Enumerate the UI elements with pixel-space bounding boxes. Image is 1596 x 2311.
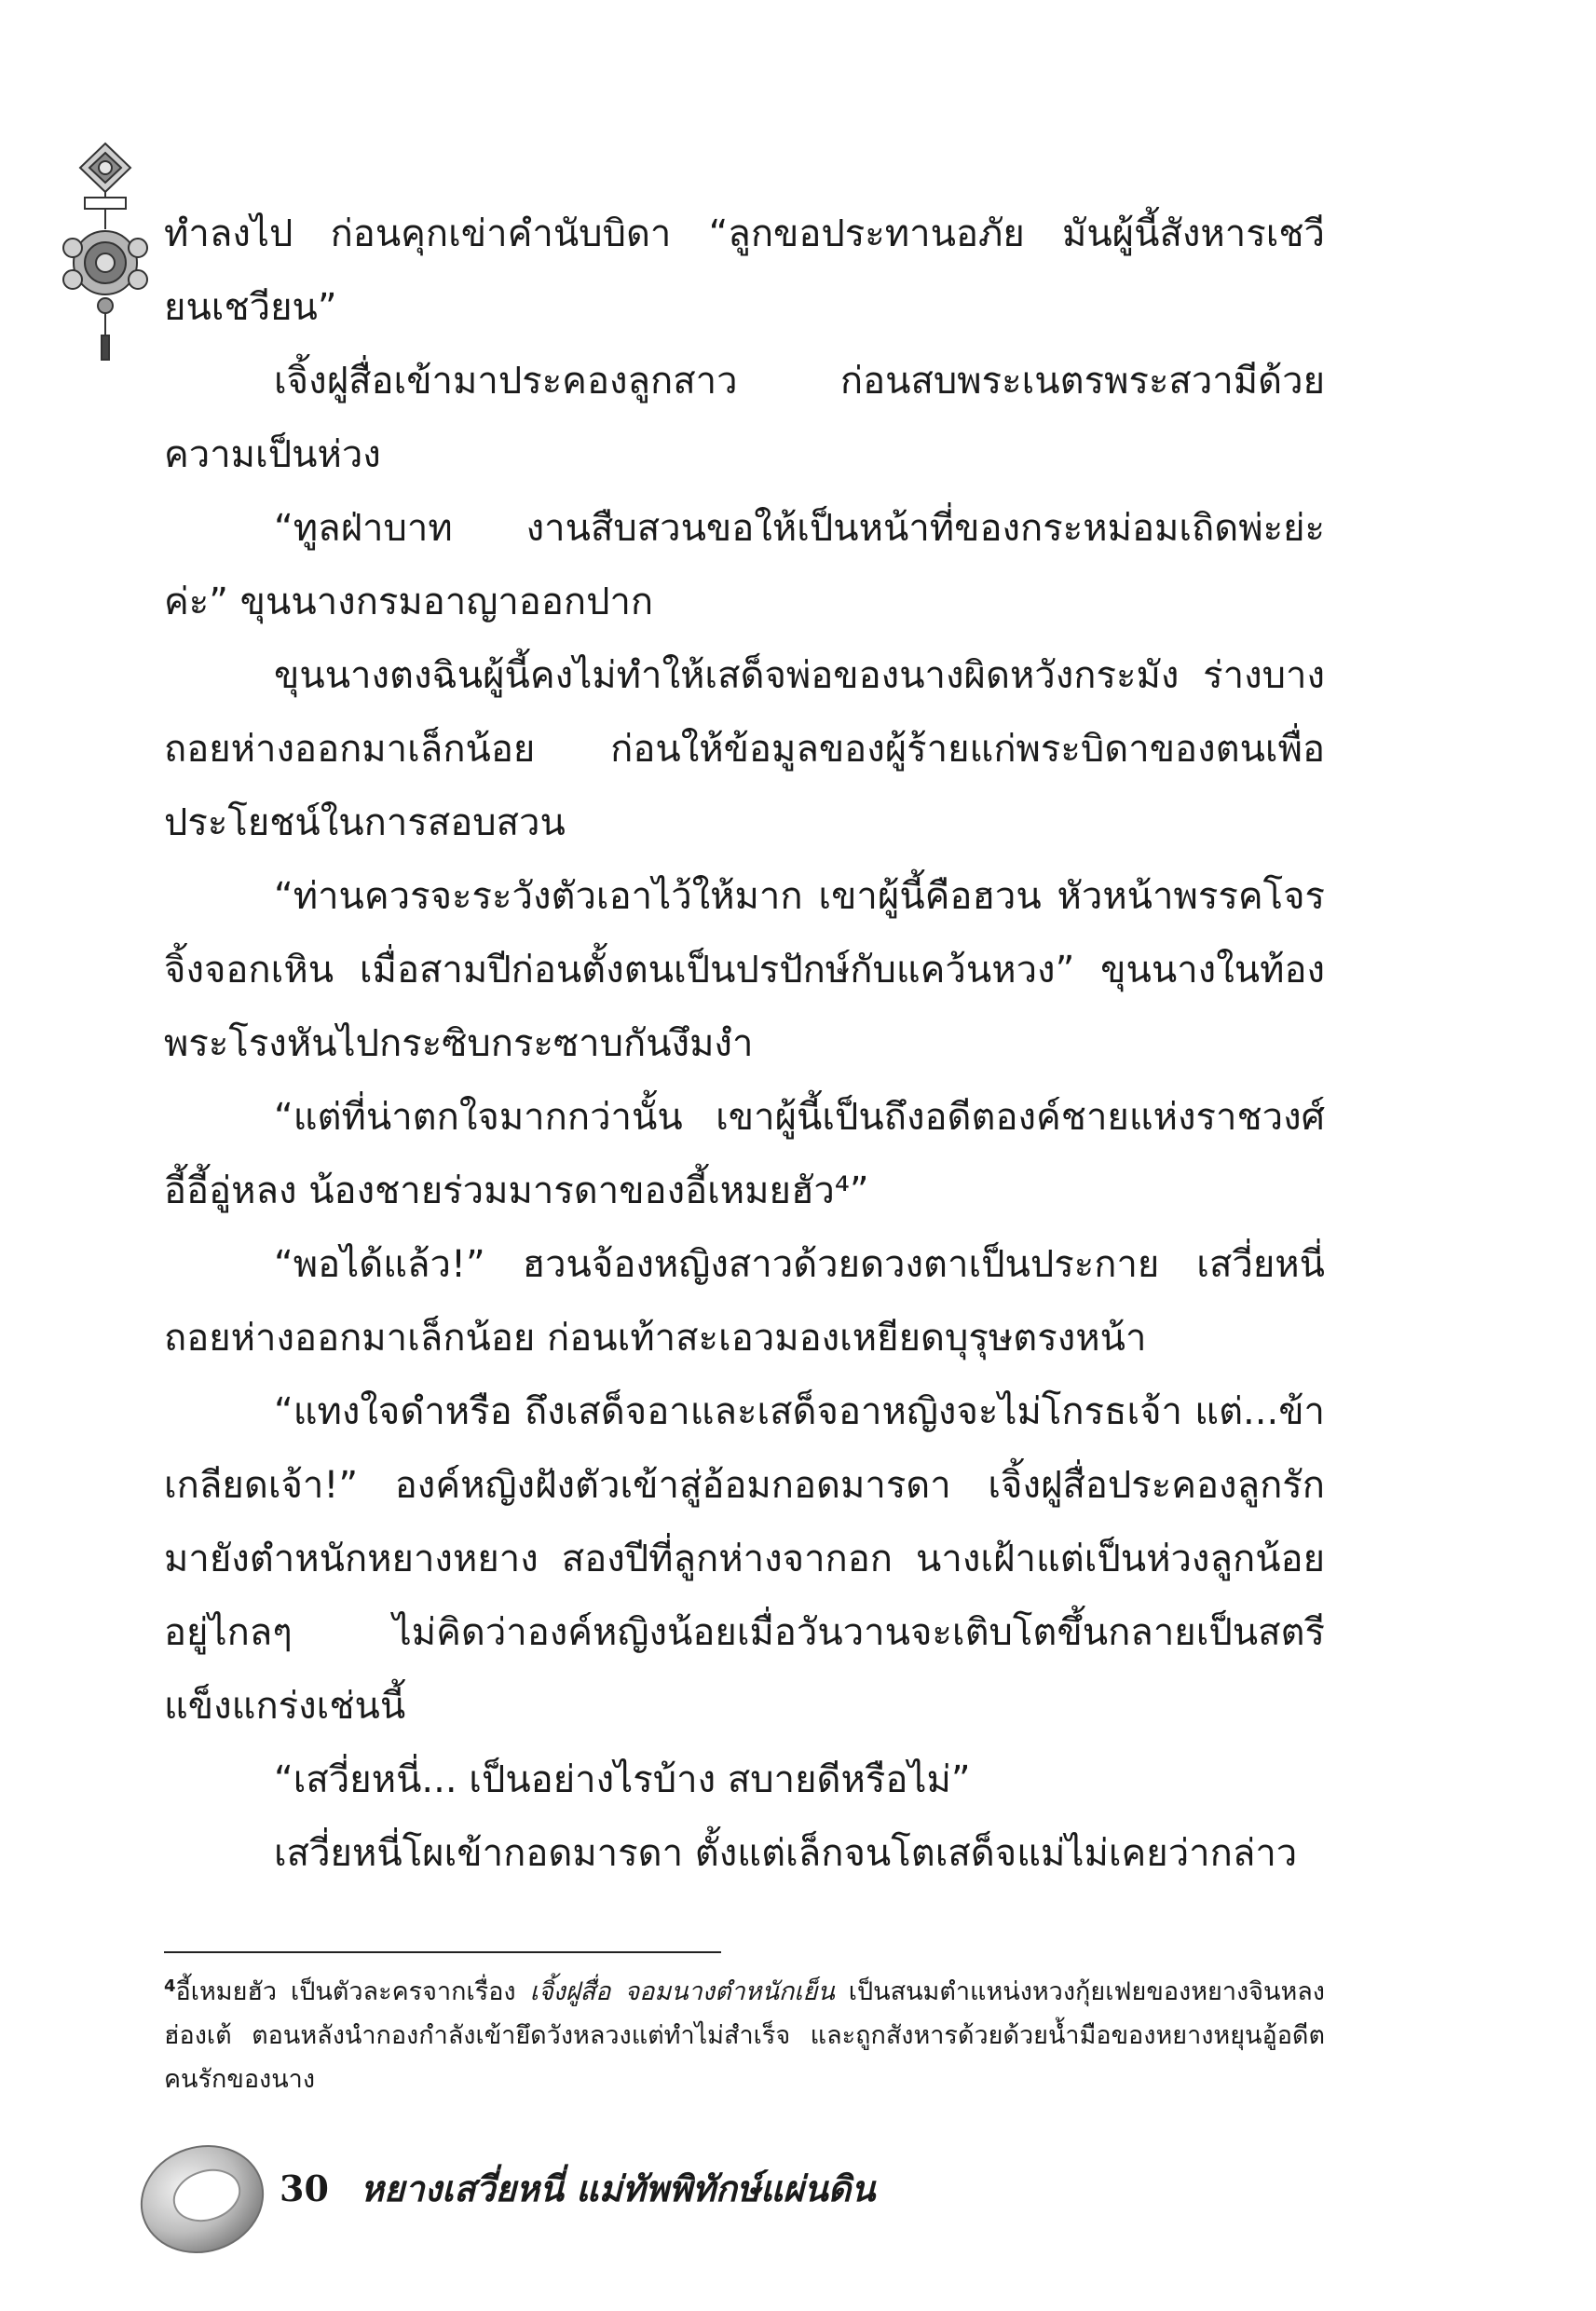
paragraph-5: “ท่านควรจะระวังตัวเอาไว้ให้มาก เขาผู้นี้คือฮวน หัวหน้าพรรคโจรจิ้งจอกเหิน เมื่อสามปีก่อนตั้งตนเป็นปรปักษ์กับแคว้นหวง” ขุนนางในท้องพระโรงหันไปกระซิบกระซาบกันงึมงำ: [164, 875, 1325, 1065]
footnote-book-title: เจิ้งฝูสื่อ จอมนางตำหนักเย็น: [529, 1977, 835, 2006]
paragraph-2: เจิ้งฝูสื่อเข้ามาประคองลูกสาว ก่อนสบพระเนตรพระสวามีด้วยความเป็นห่วง: [164, 360, 1325, 476]
page-footer: [280, 2160, 875, 2217]
paragraph-10: เสวี่ยหนี่โผเข้ากอดมารดา ตั้งแต่เล็กจนโตเสด็จแม่ไม่เคยว่ากล่าว: [274, 1832, 1298, 1875]
page-number: 30: [280, 2167, 329, 2209]
paragraph-1: ทำลงไป ก่อนคุกเข่าคำนับบิดา “ลูกขอประทานอภัย มันผู้นี้สังหารเชวียนเชวียน”: [164, 212, 1325, 329]
footnote-text: เป็นสนมตำแหน่งหวงกุ้ยเฟยของหยางจินหลงฮ่องเต้ ตอนหลังนำกองกำลังเข้ายึดวังหลวงแต่ทำไม่สำเร็จ และถูกสังหารด้วยด้วยน้ำมือของหยางหยุนอู้อดีตคนรักของนาง: [164, 1977, 1325, 2094]
paragraph-7: “พอได้แล้ว!” ฮวนจ้องหญิงสาวด้วยดวงตาเป็นประกาย เสวี่ยหนี่ถอยห่างออกมาเล็กน้อย ก่อนเท้าสะเอวมองเหยียดบุรุษตรงหน้า: [164, 1243, 1325, 1360]
chinese-knot-ornament-icon: [54, 140, 157, 363]
footnote-lead: อี้เหมยฮัว เป็นตัวละครจากเรื่อง: [175, 1977, 530, 2006]
footnote-divider: [164, 1951, 721, 1953]
body-text: [164, 198, 1325, 1891]
jade-ring-icon: [132, 2134, 272, 2260]
paragraph-3: “ทูลฝ่าบาท งานสืบสวนขอให้เป็นหน้าที่ของกระหม่อมเถิดพ่ะย่ะค่ะ” ขุนนางกรมอาญาออกปาก: [164, 507, 1325, 623]
footnote: [164, 1964, 1325, 2101]
paragraph-4: ขุนนางตงฉินผู้นี้คงไม่ทำให้เสด็จพ่อของนางผิดหวังกระมัง ร่างบางถอยห่างออกมาเล็กน้อย ก่อนให้ข้อมูลของผู้ร้ายแก่พระบิดาของตนเพื่อประโยชน์ในการสอบสวน: [164, 654, 1325, 844]
footnote-marker: 4: [164, 1976, 176, 1996]
running-title: หยางเสวี่ยหนี่ แม่ทัพพิทักษ์แผ่นดิน: [360, 2168, 876, 2209]
paragraph-6: “แต่ที่น่าตกใจมากกว่านั้น เขาผู้นี้เป็นถึงอดีตองค์ชายแห่งราชวงศ์อี้อี้อู่หลง น้องชายร่วมมารดาของอี้เหมยฮัว⁴”: [164, 1096, 1325, 1212]
paragraph-9: “เสวี่ยหนี่... เป็นอย่างไรบ้าง สบายดีหรือไม่”: [274, 1758, 971, 1801]
paragraph-8: “แทงใจดำหรือ ถึงเสด็จอาและเสด็จอาหญิงจะไม่โกรธเจ้า แต่...ข้าเกลียดเจ้า!” องค์หญิงฝังตัวเข้าสู่อ้อมกอดมารดา เจิ้งฝูสื่อประคองลูกรักมายังตำหนักหยางหยาง สองปีที่ลูกห่างจากอก นางเฝ้าแต่เป็นห่วงลูกน้อยอยู่ไกลๆ ไม่คิดว่าองค์หญิงน้อยเมื่อวันวานจะเติบโตขึ้นกลายเป็นสตรีแข็งแกร่งเช่นนี้: [164, 1390, 1325, 1728]
